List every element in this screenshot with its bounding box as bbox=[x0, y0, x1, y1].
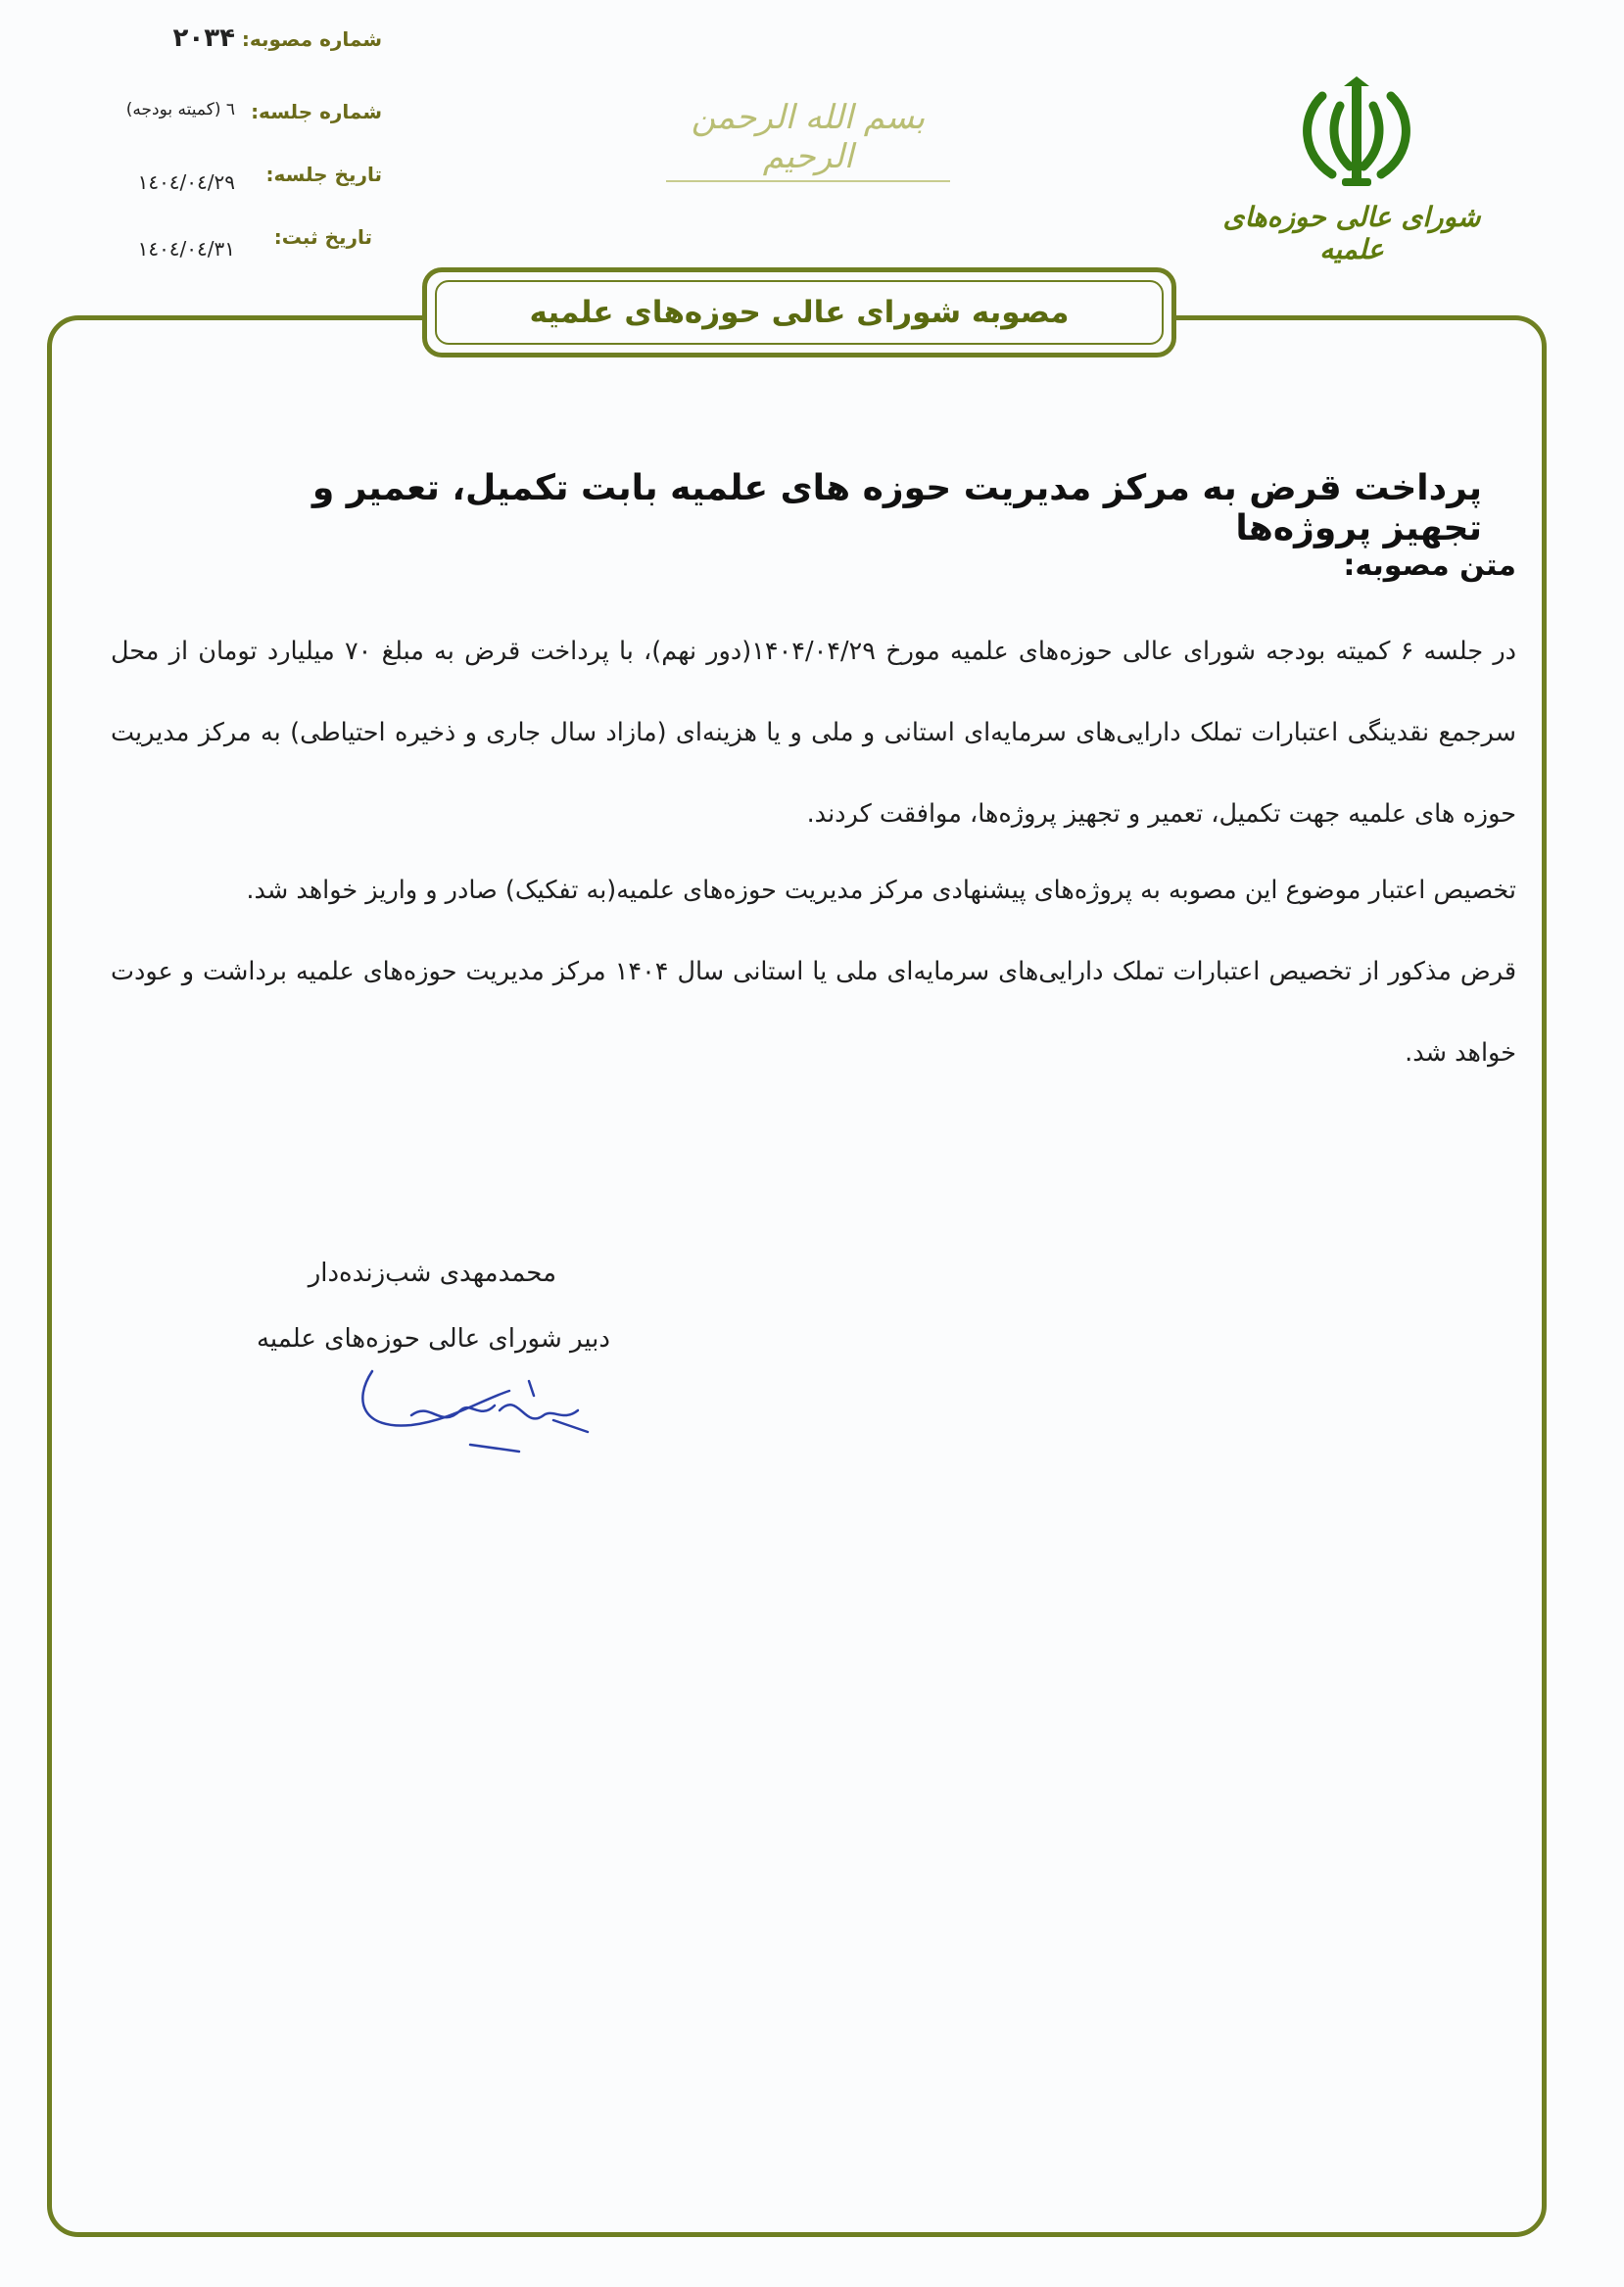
session-number-label: شماره جلسه: bbox=[251, 100, 382, 123]
frame-title-box bbox=[422, 267, 1176, 357]
document-frame bbox=[47, 315, 1547, 2237]
paragraph-2: تخصیص اعتبار موضوع این مصوبه به پروژه‌های پیشنهادی مرکز مدیریت حوزه‌های علمیه(به تفکیک) صادر و واریز خواهد شد. bbox=[246, 876, 1516, 905]
signatory-name: محمدمهدی شب‌زنده‌دار bbox=[308, 1259, 556, 1288]
council-name-script: شورای عالی حوزه‌های علمیه bbox=[1222, 201, 1481, 265]
approval-number-value: ۲۰۳۴ bbox=[172, 24, 235, 53]
document-heading: پرداخت قرض به مرکز مدیریت حوزه های علمیه بابت تکمیل، تعمیر و تجهیز پروژه‌ها bbox=[311, 468, 1482, 548]
handwritten-signature bbox=[353, 1361, 597, 1469]
session-number-value: ٦ (کمیته بودجه) bbox=[125, 100, 235, 119]
approval-number-row bbox=[69, 24, 382, 67]
session-date-label: تاریخ جلسه: bbox=[265, 163, 382, 186]
session-date-row bbox=[69, 163, 382, 202]
session-number-row bbox=[69, 100, 382, 139]
paragraph-1: در جلسه ۶ کمیته بودجه شورای عالی حوزه‌های علمیه مورخ ۱۴۰۴/۰۴/۲۹(دور نهم)، با پرداخت قرض به مبلغ ۷۰ میلیارد تومان از محل سرجمع نقدینگی اعتبارات تملک دارایی‌های سرمایه‌ای استانی و ملی و یا هزینه‌ای (مازاد سال جاری و ذخیره احتیاطی) به مرکز مدیریت حوزه های علمیه جهت تکمیل، تعمیر و تجهیز پروژه‌ها، موافقت کردند. bbox=[111, 637, 1516, 829]
registration-date-row bbox=[69, 225, 382, 264]
approval-number-label: شماره مصوبه: bbox=[241, 27, 382, 51]
approval-text-label: متن مصوبه: bbox=[1343, 548, 1516, 583]
iran-emblem-icon bbox=[1293, 76, 1420, 189]
signatory-title: دبیر شورای عالی حوزه‌های علمیه bbox=[256, 1324, 610, 1354]
registration-date-label: تاریخ ثبت: bbox=[273, 225, 372, 249]
frame-title: مصوبه شورای عالی حوزه‌های علمیه bbox=[435, 280, 1164, 345]
session-date-value: ١٤٠٤/٠٤/٢٩ bbox=[137, 170, 235, 194]
bismillah: بسم الله الرحمن الرحیم bbox=[666, 98, 950, 182]
registration-date-value: ١٤٠٤/٠٤/٣١ bbox=[137, 237, 235, 261]
paragraph-3: قرض مذکور از تخصیص اعتبارات تملک دارایی‌های سرمایه‌ای ملی یا استانی سال ۱۴۰۴ مرکز مدیریت حوزه‌های علمیه برداشت و عودت خواهد شد. bbox=[111, 957, 1517, 1068]
